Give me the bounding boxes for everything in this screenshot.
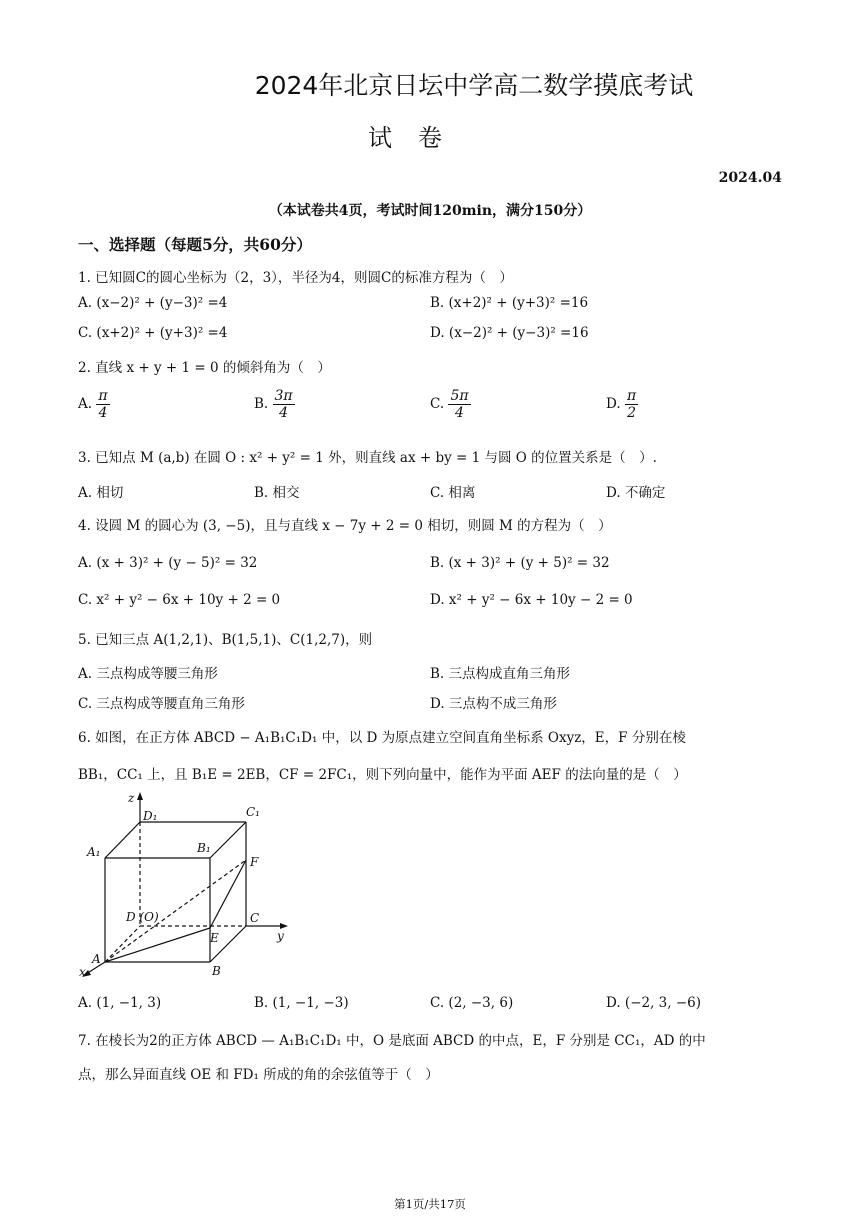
q4-option-c: C. x² + y² − 6x + 10y + 2 = 0 xyxy=(78,592,281,608)
segment-ef xyxy=(210,860,246,928)
q7-stem-line1: 7. 在棱长为2的正方体 ABCD — A₁B₁C₁D₁ 中，O 是底面 ABCD 的中点，E，F 分别是 CC₁，AD 的中 xyxy=(78,1033,706,1049)
label-d-o: D (O) xyxy=(126,910,159,924)
q1-option-c: C. (x+2)² + (y+3)² =4 xyxy=(78,325,228,341)
q6-stem-line1: 6. 如图，在正方体 ABCD − A₁B₁C₁D₁ 中，以 D 为原点建立空间直角坐标系 Oxyz，E，F 分别在棱 xyxy=(78,730,686,746)
q3-option-b: B. 相交 xyxy=(254,485,300,501)
exam-title: 2024年北京日坛中学高二数学摸底考试 xyxy=(254,71,694,100)
q1-option-a: A. (x−2)² + (y−3)² =4 xyxy=(78,295,228,311)
q4-option-b: B. (x + 3)² + (y + 5)² = 32 xyxy=(430,555,610,571)
exam-date: 2024.04 xyxy=(718,170,782,186)
label-a: A xyxy=(92,952,101,966)
label-b1: B₁ xyxy=(197,841,211,855)
q1-option-b: B. (x+2)² + (y+3)² =16 xyxy=(430,295,589,311)
q2-stem: 2. 直线 x + y + 1 = 0 的倾斜角为（ ） xyxy=(78,360,331,376)
label-e: E xyxy=(210,931,219,945)
label-x: x xyxy=(79,965,86,979)
q6-option-c: C. (2, −3, 6) xyxy=(430,995,514,1011)
q3-option-d: D. 不确定 xyxy=(606,485,666,501)
q2-option-b: B. $\frac{3\pi}{4}$ xyxy=(254,388,293,422)
q2-option-d: D. $\frac{\pi}{2}$ xyxy=(606,388,637,422)
edge-b1c1 xyxy=(210,822,246,858)
q5-option-a: A. 三点构成等腰三角形 xyxy=(78,666,218,682)
label-d1: D₁ xyxy=(143,809,158,823)
exam-note: （本试卷共4页，考试时间120min，满分150分） xyxy=(268,203,592,219)
q4-stem: 4. 设圆 M 的圆心为 (3, −5)，且与直线 x − 7y + 2 = 0 相切，则圆 M 的方程为（ ） xyxy=(78,518,612,534)
q6-option-a: A. (1, −1, 3) xyxy=(78,995,162,1011)
q5-option-c: C. 三点构成等腰直角三角形 xyxy=(78,696,245,712)
q4-option-a: A. (x + 3)² + (y − 5)² = 32 xyxy=(78,555,258,571)
q2-option-c: C. $\frac{5\pi}{4}$ xyxy=(430,388,469,422)
q3-stem: 3. 已知点 M (a,b) 在圆 O : x² + y² = 1 外，则直线 ax + by = 1 与圆 O 的位置关系是（ ）. xyxy=(78,450,657,466)
q1-stem: 1. 已知圆C的圆心坐标为（2，3），半径为4，则圆C的标准方程为（ ） xyxy=(78,270,513,286)
q1-option-d: D. (x−2)² + (y−3)² =16 xyxy=(430,325,589,341)
q7-stem-line2: 点，那么异面直线 OE 和 FD₁ 所成的角的余弦值等于（ ） xyxy=(78,1067,439,1083)
label-c1: C₁ xyxy=(246,805,260,819)
label-a1: A₁ xyxy=(87,845,101,859)
q5-stem: 5. 已知三点 A(1,2,1)、B(1,5,1)、C(1,2,7)，则 xyxy=(78,632,373,648)
z-axis-arrow xyxy=(137,792,143,800)
q3-option-c: C. 相离 xyxy=(430,485,476,501)
edge-a1d1 xyxy=(105,822,140,858)
q3-option-a: A. 相切 xyxy=(78,485,124,501)
q5-option-b: B. 三点构成直角三角形 xyxy=(430,666,571,682)
section-heading: 一、选择题（每题5分，共60分） xyxy=(78,235,312,254)
q4-option-d: D. x² + y² − 6x + 10y − 2 = 0 xyxy=(430,592,633,608)
q6-option-b: B. (1, −1, −3) xyxy=(254,995,349,1011)
label-f: F xyxy=(250,855,259,869)
q6-option-d: D. (−2, 3, −6) xyxy=(606,995,702,1011)
label-z: z xyxy=(128,791,135,805)
label-b: B xyxy=(212,964,221,978)
cube-figure xyxy=(70,785,300,985)
q5-option-d: D. 三点构不成三角形 xyxy=(430,696,557,712)
label-c: C xyxy=(250,911,260,925)
label-y: y xyxy=(277,929,284,943)
q2-option-a: A. $\frac{\pi}{4}$ xyxy=(78,388,108,422)
q6-stem-line2: BB₁，CC₁ 上，且 B₁E = 2EB，CF = 2FC₁，则下列向量中，能作为平面 AEF 的法向量的是（ ） xyxy=(78,767,687,783)
exam-subtitle: 试卷 xyxy=(368,124,468,152)
page-footer: 第1页/共17页 xyxy=(394,1197,466,1211)
